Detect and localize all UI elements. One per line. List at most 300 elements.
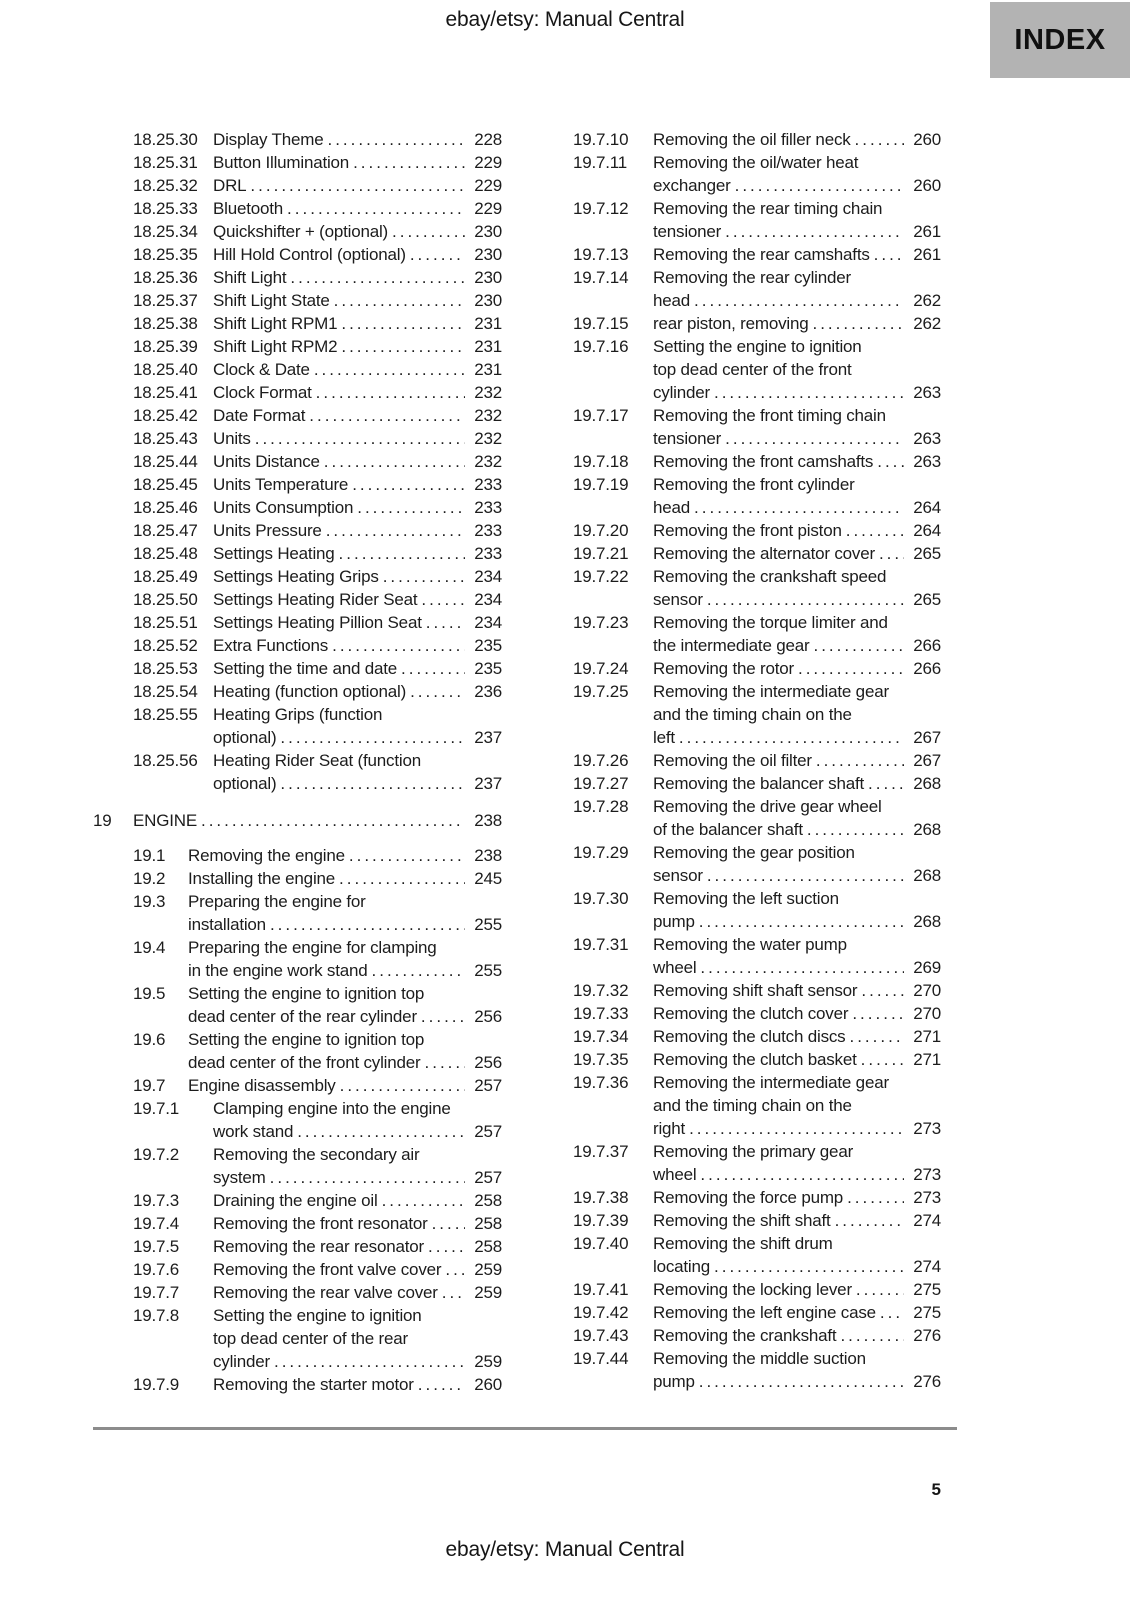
toc-entry — [93, 243, 502, 266]
page-ref: 255 — [474, 961, 502, 980]
dot-leader — [425, 1051, 466, 1074]
toc-entry — [93, 890, 502, 936]
entry-title-line: Units Temperature — [213, 475, 349, 494]
section-number: 18.25.37 — [133, 291, 198, 310]
toc-entry — [533, 933, 941, 979]
page-ref: 266 — [913, 636, 941, 655]
entry-title-line: Removing the front valve cover — [213, 1260, 442, 1279]
entry-body — [188, 844, 502, 867]
entry-last-line — [213, 197, 502, 220]
dot-leader — [432, 1212, 465, 1235]
entry-title-line: sensor — [653, 866, 703, 885]
dot-leader — [392, 220, 465, 243]
section-number: 19.7.17 — [573, 406, 629, 425]
entry-body — [213, 335, 502, 358]
entry-last-line — [213, 358, 502, 381]
section-number: 19.7.20 — [573, 521, 629, 540]
page-ref: 235 — [474, 636, 502, 655]
section-number: 19.7.26 — [573, 751, 629, 770]
toc-entry — [533, 266, 941, 312]
entry-body — [653, 266, 941, 312]
entry-last-line — [653, 243, 941, 266]
dot-leader — [357, 496, 465, 519]
entry-title-line: wheel — [653, 958, 697, 977]
page-ref: 269 — [913, 958, 941, 977]
entry-body — [653, 1347, 941, 1393]
entry-title-line: top dead center of the rear — [213, 1329, 408, 1348]
entry-body — [213, 381, 502, 404]
dot-leader — [316, 381, 465, 404]
entry-title-line: Heating Rider Seat (function — [213, 751, 421, 770]
entry-last-line — [653, 1324, 941, 1347]
entry-title-line: Removing the intermediate gear — [653, 682, 889, 701]
toc-entry — [93, 1189, 502, 1212]
entry-last-line — [188, 959, 502, 982]
entry-last-line — [213, 381, 502, 404]
entry-last-line — [213, 128, 502, 151]
entry-title-line: dead center of the rear cylinder — [188, 1007, 417, 1026]
section-number: 19.7.32 — [573, 981, 629, 1000]
entry-body — [653, 312, 941, 335]
section-number: 18.25.47 — [133, 521, 198, 540]
entry-last-line — [653, 174, 941, 197]
entry-title-line: cylinder — [213, 1352, 270, 1371]
dot-leader — [880, 1301, 904, 1324]
entry-title-line: Removing the rear timing chain — [653, 199, 883, 218]
entry-title-line: Bluetooth — [213, 199, 284, 218]
section-number: 19.6 — [133, 1030, 166, 1049]
page-ref: 276 — [913, 1372, 941, 1391]
entry-body — [213, 519, 502, 542]
entry-last-line — [213, 496, 502, 519]
entry-body — [188, 982, 502, 1028]
entry-body — [213, 1373, 502, 1396]
entry-last-line — [213, 565, 502, 588]
dot-leader — [694, 496, 904, 519]
page-ref: 265 — [913, 544, 941, 563]
entry-body — [213, 565, 502, 588]
entry-title-line: Engine disassembly — [188, 1076, 336, 1095]
section-number: 19.7.34 — [573, 1027, 629, 1046]
entry-last-line — [213, 473, 502, 496]
dot-leader — [700, 1163, 904, 1186]
dot-leader — [274, 1350, 465, 1373]
entry-last-line — [213, 542, 502, 565]
page-ref: 260 — [913, 130, 941, 149]
entry-title-line: Settings Heating Rider Seat — [213, 590, 418, 609]
entry-title-line: optional) — [213, 728, 277, 747]
dot-leader — [309, 404, 465, 427]
section-number: 19.7.7 — [133, 1283, 180, 1302]
toc-entry — [93, 749, 502, 795]
toc-entry — [533, 542, 941, 565]
page-ref: 264 — [913, 521, 941, 540]
section-number: 19.7.6 — [133, 1260, 180, 1279]
page-ref: 234 — [474, 613, 502, 632]
page-ref: 257 — [474, 1168, 502, 1187]
entry-last-line — [653, 519, 941, 542]
entry-title-line: head — [653, 498, 691, 517]
page-ref: 258 — [474, 1191, 502, 1210]
entry-last-line — [653, 1117, 941, 1140]
toc-entry — [533, 473, 941, 519]
entry-last-line — [653, 749, 941, 772]
page-ref: 233 — [474, 498, 502, 517]
entry-body — [653, 128, 941, 151]
page-ref: 275 — [913, 1303, 941, 1322]
dot-leader — [255, 427, 465, 450]
entry-body — [653, 772, 941, 795]
page-ref: 237 — [474, 774, 502, 793]
entry-title-line: Removing the rear camshafts — [653, 245, 870, 264]
toc-entry — [533, 1071, 941, 1140]
entry-title-line: Shift Light RPM1 — [213, 314, 338, 333]
toc-entry — [93, 473, 502, 496]
entry-title-line: Button Illumination — [213, 153, 350, 172]
entry-last-line — [213, 151, 502, 174]
entry-title-line: Removing the alternator cover — [653, 544, 875, 563]
entry-title-line: Removing the secondary air — [213, 1145, 420, 1164]
section-number: 19.7.27 — [573, 774, 629, 793]
toc-entry — [533, 151, 941, 197]
entry-title-line: Removing the front piston — [653, 521, 842, 540]
entry-last-line — [213, 220, 502, 243]
section-number: 18.25.50 — [133, 590, 198, 609]
toc-entry — [93, 496, 502, 519]
page-ref: 276 — [913, 1326, 941, 1345]
entry-last-line — [653, 818, 941, 841]
section-number: 19.7.8 — [133, 1306, 180, 1325]
page-ref: 259 — [474, 1260, 502, 1279]
entry-title-line: head — [653, 291, 691, 310]
section-number: 19.7.11 — [573, 153, 628, 172]
entry-body — [653, 197, 941, 243]
dot-leader — [297, 1120, 465, 1143]
page-ref: 260 — [474, 1375, 502, 1394]
entry-body — [188, 1028, 502, 1074]
page-ref: 245 — [474, 869, 502, 888]
entry-body — [213, 657, 502, 680]
dot-leader — [807, 818, 904, 841]
toc-entry — [93, 867, 502, 890]
dot-leader — [383, 565, 465, 588]
section-number: 19.7.35 — [573, 1050, 629, 1069]
toc-entry — [93, 634, 502, 657]
page-ref: 271 — [913, 1027, 941, 1046]
entry-title-line: Removing the crankshaft — [653, 1326, 837, 1345]
entry-last-line — [653, 1048, 941, 1071]
dot-leader — [280, 726, 465, 749]
section-number: 18.25.48 — [133, 544, 198, 563]
entry-body — [653, 1324, 941, 1347]
page-ref: 260 — [913, 176, 941, 195]
page-ref: 258 — [474, 1237, 502, 1256]
entry-title-line: cylinder — [653, 383, 710, 402]
entry-title-line: Shift Light RPM2 — [213, 337, 338, 356]
dot-leader — [813, 634, 904, 657]
page-ref: 229 — [474, 153, 502, 172]
page-ref: 267 — [913, 751, 941, 770]
entry-title-line: Date Format — [213, 406, 306, 425]
toc-entry — [93, 220, 502, 243]
page-ref: 262 — [913, 314, 941, 333]
entry-title-line: Shift Light — [213, 268, 287, 287]
entry-title-line: Setting the engine to ignition top — [188, 1030, 425, 1049]
entry-title-line: Units Distance — [213, 452, 320, 471]
entry-body — [653, 335, 941, 404]
page-ref: 264 — [913, 498, 941, 517]
entry-body — [213, 588, 502, 611]
page-ref: 256 — [474, 1053, 502, 1072]
page-ref: 228 — [474, 130, 502, 149]
section-number: 19.7.29 — [573, 843, 629, 862]
entry-title-line: Removing the clutch discs — [653, 1027, 846, 1046]
entry-title-line: exchanger — [653, 176, 731, 195]
dot-leader — [855, 128, 904, 151]
entry-body — [653, 1071, 941, 1140]
toc-entry — [93, 197, 502, 220]
toc-entry — [93, 565, 502, 588]
toc-entry — [533, 1002, 941, 1025]
page-ref: 237 — [474, 728, 502, 747]
dot-leader — [270, 913, 465, 936]
entry-title-line: Setting the engine to ignition — [653, 337, 862, 356]
entry-last-line — [653, 450, 941, 473]
dot-leader — [442, 1281, 465, 1304]
entry-title-line: Preparing the engine for — [188, 892, 366, 911]
entry-body — [188, 890, 502, 936]
entry-last-line — [653, 588, 941, 611]
entry-title-line: Removing the balancer shaft — [653, 774, 865, 793]
section-number: 18.25.49 — [133, 567, 198, 586]
section-number: 19.7.25 — [573, 682, 629, 701]
toc-entry — [93, 982, 502, 1028]
entry-last-line — [188, 1074, 502, 1097]
entry-title-line: Removing the water pump — [653, 935, 847, 954]
toc-entry — [93, 1028, 502, 1074]
section-number: 18.25.41 — [133, 383, 198, 402]
section-number: 19.7.21 — [573, 544, 629, 563]
dot-leader — [849, 1025, 904, 1048]
entry-last-line — [653, 1163, 941, 1186]
entry-body — [213, 749, 502, 795]
entry-title-line: and the timing chain on the — [653, 705, 852, 724]
entry-body — [188, 1074, 502, 1097]
entry-body — [213, 289, 502, 312]
entry-last-line — [653, 1301, 941, 1324]
toc-entry — [93, 404, 502, 427]
section-number: 19.7.36 — [573, 1073, 629, 1092]
section-number: 19.7.39 — [573, 1211, 629, 1230]
entry-body — [653, 1048, 941, 1071]
section-number: 18.25.53 — [133, 659, 198, 678]
entry-title-line: Removing the rear cylinder — [653, 268, 851, 287]
entry-title-line: of the balancer shaft — [653, 820, 803, 839]
toc-entry — [533, 1278, 941, 1301]
toc-entry — [93, 1373, 502, 1396]
entry-body — [653, 1209, 941, 1232]
entry-last-line — [653, 220, 941, 243]
dot-leader — [341, 335, 465, 358]
page-ref: 238 — [474, 811, 502, 830]
entry-last-line — [213, 427, 502, 450]
entry-title-line: Units — [213, 429, 251, 448]
page-ref: 268 — [913, 774, 941, 793]
section-number: 19.7.30 — [573, 889, 629, 908]
entry-title-line: Removing the front camshafts — [653, 452, 874, 471]
toc-entry — [93, 335, 502, 358]
toc-entry — [533, 979, 941, 1002]
entry-body — [653, 519, 941, 542]
section-number: 18.25.32 — [133, 176, 198, 195]
section-number: 19.7.18 — [573, 452, 629, 471]
entry-last-line — [213, 1189, 502, 1212]
entry-title-line: Setting the engine to ignition top — [188, 984, 425, 1003]
entry-last-line — [213, 1350, 502, 1373]
entry-last-line — [213, 1120, 502, 1143]
page-ref: 238 — [474, 846, 502, 865]
page-ref: 230 — [474, 245, 502, 264]
page-ref: 261 — [913, 245, 941, 264]
dot-leader — [816, 749, 904, 772]
section-number: 19.7.14 — [573, 268, 629, 287]
entry-title-line: Shift Light State — [213, 291, 330, 310]
entry-body — [653, 1002, 941, 1025]
entry-last-line — [213, 404, 502, 427]
entry-body — [653, 243, 941, 266]
section-number: 19.7.31 — [573, 935, 629, 954]
toc-entry — [93, 1258, 502, 1281]
entry-last-line — [653, 772, 941, 795]
toc-entry — [533, 1209, 941, 1232]
toc-entry — [93, 611, 502, 634]
section-number: 19.7.24 — [573, 659, 629, 678]
page-ref: 258 — [474, 1214, 502, 1233]
page-ref: 257 — [474, 1076, 502, 1095]
dot-leader — [372, 959, 466, 982]
dot-leader — [421, 1005, 465, 1028]
toc-entry — [533, 611, 941, 657]
entry-body — [213, 1143, 502, 1189]
toc-entry — [533, 1048, 941, 1071]
entry-body — [213, 496, 502, 519]
section-number: 18.25.31 — [133, 153, 198, 172]
dot-leader — [250, 174, 465, 197]
page-ref: 259 — [474, 1352, 502, 1371]
entry-title-line: wheel — [653, 1165, 697, 1184]
entry-title-line: Quickshifter + (optional) — [213, 222, 388, 241]
entry-body — [213, 1212, 502, 1235]
toc-entry — [93, 542, 502, 565]
entry-title-line: Setting the engine to ignition — [213, 1306, 422, 1325]
entry-last-line — [213, 657, 502, 680]
page-ref: 231 — [474, 360, 502, 379]
entry-title-line: pump — [653, 912, 695, 931]
toc-entry — [533, 772, 941, 795]
section-number: 18.25.42 — [133, 406, 198, 425]
entry-title-line: sensor — [653, 590, 703, 609]
entry-title-line: Removing the shift shaft — [653, 1211, 831, 1230]
toc-entry — [93, 450, 502, 473]
dot-leader — [426, 611, 465, 634]
section-number: 19.7.43 — [573, 1326, 629, 1345]
entry-body — [213, 542, 502, 565]
dot-leader — [340, 1074, 465, 1097]
toc-entry — [93, 1235, 502, 1258]
toc-entry — [93, 381, 502, 404]
section-number: 19.7.40 — [573, 1234, 629, 1253]
toc-entry — [533, 243, 941, 266]
entry-title-line: installation — [188, 915, 266, 934]
toc-entry — [533, 749, 941, 772]
toc-entry — [93, 1074, 502, 1097]
page-ref: 231 — [474, 314, 502, 333]
dot-leader — [382, 1189, 465, 1212]
section-number: 18.25.56 — [133, 751, 198, 770]
entry-last-line — [213, 266, 502, 289]
dot-leader — [840, 1324, 904, 1347]
dot-leader — [707, 864, 904, 887]
page-ref: 268 — [913, 866, 941, 885]
dot-leader — [874, 243, 904, 266]
dot-leader — [679, 726, 904, 749]
page-ref: 232 — [474, 452, 502, 471]
toc-column-right — [533, 128, 941, 1396]
entry-title-line: Removing the shift drum — [653, 1234, 833, 1253]
dot-leader — [280, 772, 465, 795]
dot-leader — [410, 243, 465, 266]
entry-last-line — [188, 1005, 502, 1028]
entry-title-line: Removing the left suction — [653, 889, 839, 908]
entry-last-line — [133, 809, 502, 832]
toc-entry — [533, 335, 941, 404]
toc-entry — [93, 1304, 502, 1373]
entry-last-line — [653, 1002, 941, 1025]
entry-title-line: Settings Heating — [213, 544, 335, 563]
toc-entry — [533, 1025, 941, 1048]
entry-title-line: Removing the clutch cover — [653, 1004, 849, 1023]
entry-body — [653, 473, 941, 519]
entry-title-line: the intermediate gear — [653, 636, 810, 655]
entry-title-line: top dead center of the front — [653, 360, 852, 379]
dot-leader — [324, 450, 465, 473]
toc-entry — [93, 358, 502, 381]
entry-title-line: Installing the engine — [188, 869, 336, 888]
dot-leader — [401, 657, 465, 680]
dot-leader — [270, 1166, 465, 1189]
dot-leader — [339, 542, 465, 565]
entry-body — [213, 220, 502, 243]
page-ref: 268 — [913, 820, 941, 839]
entry-last-line — [213, 1281, 502, 1304]
page-number: 5 — [931, 1480, 941, 1499]
section-number: 19.7.19 — [573, 475, 629, 494]
entry-title-line: Units Pressure — [213, 521, 322, 540]
page-ref: 232 — [474, 429, 502, 448]
entry-last-line — [653, 910, 941, 933]
entry-last-line — [213, 243, 502, 266]
entry-title-line: in the engine work stand — [188, 961, 368, 980]
page-ref: 232 — [474, 383, 502, 402]
page-ref: 231 — [474, 337, 502, 356]
entry-body — [213, 151, 502, 174]
page-ref: 233 — [474, 544, 502, 563]
section-number: 19.7.33 — [573, 1004, 629, 1023]
page-ref: 261 — [913, 222, 941, 241]
entry-title-line: Removing the primary gear — [653, 1142, 854, 1161]
entry-body — [653, 1232, 941, 1278]
entry-title-line: Removing the starter motor — [213, 1375, 414, 1394]
